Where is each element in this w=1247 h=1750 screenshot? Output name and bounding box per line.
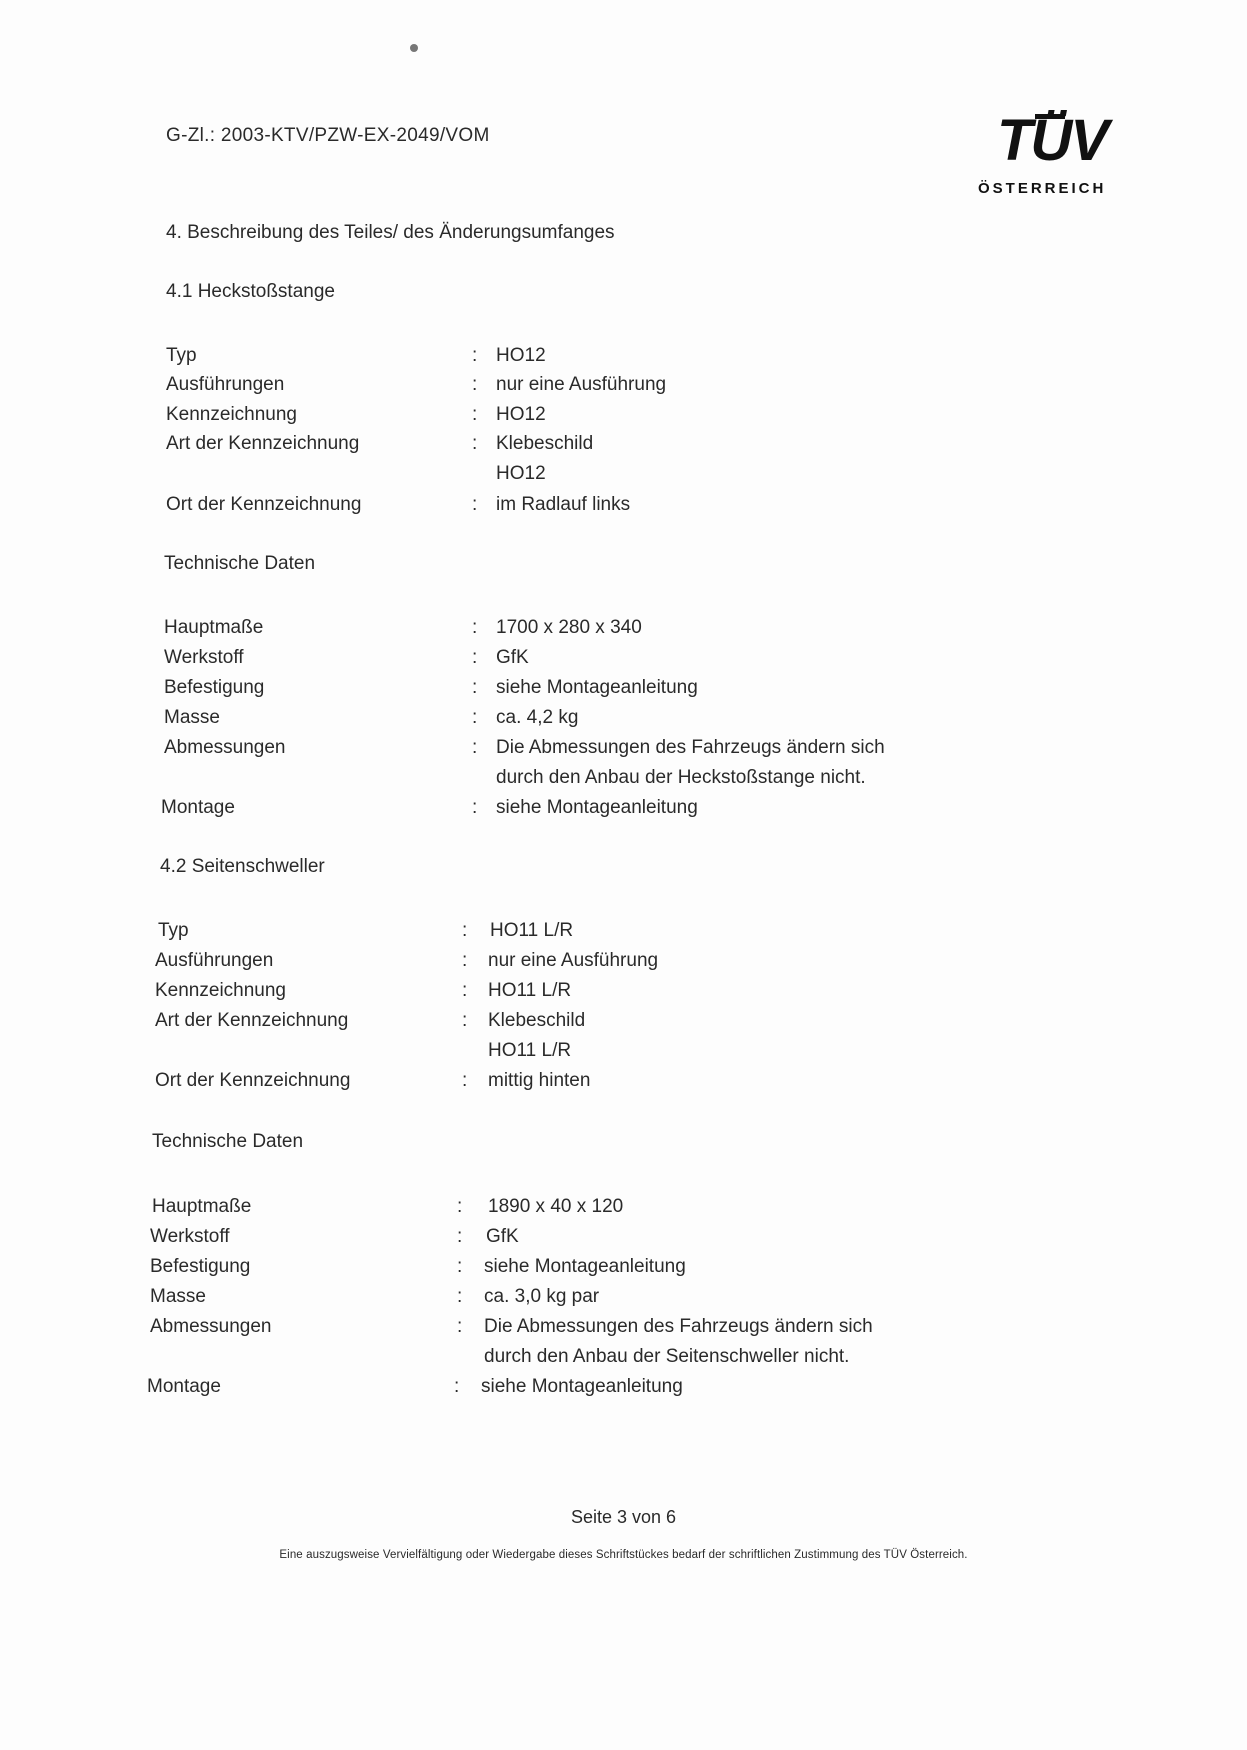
spec-colon: :: [454, 1376, 460, 1397]
spec-label: Art der Kennzeichnung: [155, 1010, 349, 1031]
spec-value: Die Abmessungen des Fahrzeugs ändern sich: [496, 737, 885, 758]
page-number: Seite 3 von 6: [570, 1507, 677, 1527]
spec-label: Abmessungen: [150, 1316, 272, 1337]
tech-data-heading: Technische Daten: [164, 553, 316, 574]
spec-label: Ort der Kennzeichnung: [155, 1070, 351, 1091]
spec-label: Hauptmaße: [152, 1196, 252, 1217]
spec-value: GfK: [496, 647, 529, 668]
spec-colon: :: [457, 1286, 463, 1307]
spec-value-continuation: durch den Anbau der Seitenschweller nicht.: [484, 1346, 850, 1367]
spec-value: GfK: [486, 1226, 519, 1247]
spec-value: ca. 4,2 kg: [496, 707, 579, 728]
spec-label: Ausführungen: [155, 950, 274, 971]
tech-data-heading: Technische Daten: [152, 1131, 304, 1152]
spec-value: ca. 3,0 kg par: [484, 1286, 600, 1307]
spec-colon: :: [472, 797, 478, 818]
spec-label: Montage: [161, 797, 235, 818]
spec-value: im Radlauf links: [496, 494, 631, 515]
spec-value: nur eine Ausführung: [496, 374, 667, 395]
section-title-4-2: 4.2 Seitenschweller: [160, 856, 325, 877]
spec-value: siehe Montageanleitung: [484, 1256, 686, 1277]
spec-value: siehe Montageanleitung: [481, 1376, 683, 1397]
spec-colon: :: [472, 374, 478, 395]
spec-label: Ausführungen: [166, 374, 285, 395]
spec-value: 1890 x 40 x 120: [488, 1196, 624, 1217]
scan-speck: [410, 44, 418, 52]
spec-value: HO12: [496, 404, 546, 425]
section-title-4-1: 4.1 Heckstoßstange: [166, 281, 335, 302]
spec-colon: :: [472, 345, 478, 366]
spec-value: HO11 L/R: [490, 920, 574, 941]
spec-value: Klebeschild: [488, 1010, 586, 1031]
spec-label: Befestigung: [164, 677, 265, 698]
spec-value: nur eine Ausführung: [488, 950, 659, 971]
section-heading-main: 4. Beschreibung des Teiles/ des Änderungsumfanges: [166, 222, 615, 243]
spec-value: HO11 L/R: [488, 980, 572, 1001]
spec-colon: :: [457, 1226, 463, 1247]
spec-value-continuation: HO11 L/R: [488, 1040, 572, 1061]
spec-label: Abmessungen: [164, 737, 286, 758]
spec-colon: :: [462, 1070, 468, 1091]
spec-colon: :: [457, 1316, 463, 1337]
copyright-notice: Eine auszugsweise Vervielfältigung oder Wiedergabe dieses Schriftstückes bedarf der schriftlichen Zustimmung des TÜV Österreich.: [279, 1549, 968, 1561]
spec-label: Ort der Kennzeichnung: [166, 494, 362, 515]
spec-value-continuation: HO12: [496, 463, 546, 484]
spec-colon: :: [472, 433, 478, 454]
spec-colon: :: [472, 737, 478, 758]
spec-label: Kennzeichnung: [155, 980, 286, 1001]
spec-colon: :: [472, 647, 478, 668]
spec-label: Typ: [166, 345, 197, 366]
spec-value: mittig hinten: [488, 1070, 591, 1091]
logo-wordmark: TÜV: [997, 108, 1107, 173]
spec-colon: :: [472, 494, 478, 515]
spec-value: Klebeschild: [496, 433, 594, 454]
spec-label: Typ: [158, 920, 189, 941]
logo-subtitle: ÖSTERREICH: [978, 180, 1107, 197]
document-reference: G-Zl.: 2003-KTV/PZW-EX-2049/VOM: [166, 125, 490, 146]
spec-label: Werkstoff: [150, 1226, 230, 1247]
spec-colon: :: [462, 1010, 468, 1031]
spec-value: siehe Montageanleitung: [496, 677, 698, 698]
spec-colon: :: [472, 677, 478, 698]
spec-colon: :: [457, 1196, 463, 1217]
spec-label: Masse: [150, 1286, 206, 1307]
spec-value: Die Abmessungen des Fahrzeugs ändern sich: [484, 1316, 873, 1337]
spec-colon: :: [462, 920, 468, 941]
spec-label: Art der Kennzeichnung: [166, 433, 360, 454]
spec-colon: :: [472, 707, 478, 728]
tuev-logo: [975, 108, 1140, 198]
spec-label: Masse: [164, 707, 220, 728]
spec-value: siehe Montageanleitung: [496, 797, 698, 818]
spec-colon: :: [462, 950, 468, 971]
spec-value: HO12: [496, 345, 546, 366]
spec-value: 1700 x 280 x 340: [496, 617, 642, 638]
spec-colon: :: [472, 404, 478, 425]
spec-label: Hauptmaße: [164, 617, 264, 638]
spec-colon: :: [472, 617, 478, 638]
spec-value-continuation: durch den Anbau der Heckstoßstange nicht.: [496, 767, 866, 788]
spec-label: Montage: [147, 1376, 221, 1397]
spec-label: Befestigung: [150, 1256, 251, 1277]
spec-colon: :: [462, 980, 468, 1001]
spec-label: Kennzeichnung: [166, 404, 297, 425]
spec-label: Werkstoff: [164, 647, 244, 668]
spec-colon: :: [457, 1256, 463, 1277]
